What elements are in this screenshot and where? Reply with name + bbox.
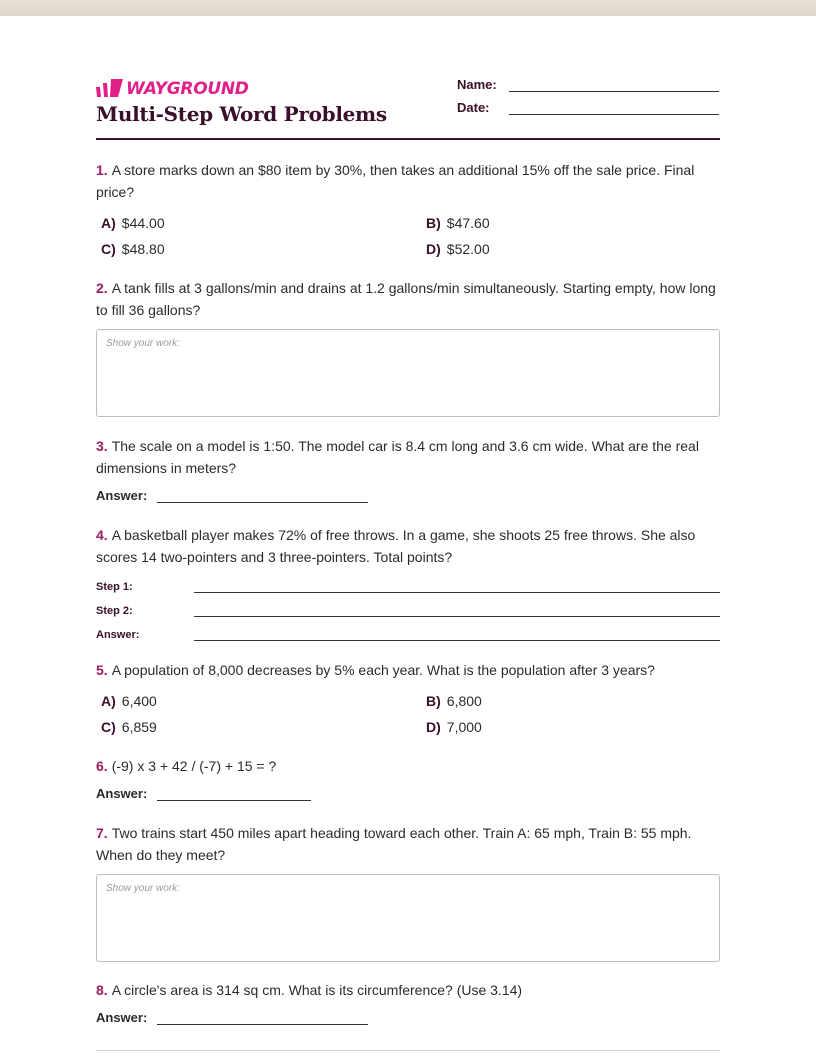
step-line[interactable] xyxy=(194,580,720,593)
brand-name: WAYGROUND xyxy=(126,79,249,99)
question-number: 2. xyxy=(96,280,108,296)
answer-field[interactable] xyxy=(96,488,368,503)
option-letter: D) xyxy=(426,719,441,735)
option-a[interactable] xyxy=(101,693,157,709)
option-value: 7,000 xyxy=(446,719,482,735)
option-letter: C) xyxy=(101,241,116,257)
work-box[interactable] xyxy=(96,874,720,962)
name-line[interactable] xyxy=(509,77,719,92)
question-6 xyxy=(96,755,720,777)
date-line[interactable] xyxy=(509,100,719,115)
step-2-field[interactable] xyxy=(96,604,720,617)
question-5 xyxy=(96,659,720,681)
question-7 xyxy=(96,822,720,866)
option-letter: B) xyxy=(426,693,441,709)
work-box[interactable] xyxy=(96,329,720,417)
option-value: 6,859 xyxy=(121,719,157,735)
footer-divider xyxy=(96,1050,720,1051)
question-number: 5. xyxy=(96,662,108,678)
question-text: A tank fills at 3 gallons/min and drains at 1.2 gallons/min simultaneously. Starting empty, how long to fill 36 gallons? xyxy=(96,280,716,318)
option-c[interactable] xyxy=(101,241,165,257)
brand-logo xyxy=(96,79,249,99)
question-3 xyxy=(96,435,720,479)
option-value: $47.60 xyxy=(446,215,490,231)
answer-line[interactable] xyxy=(157,1010,368,1025)
question-text: A store marks down an $80 item by 30%, then takes an additional 15% off the sale price. Final price? xyxy=(96,162,695,200)
work-label: Show your work: xyxy=(106,338,180,349)
option-a[interactable] xyxy=(101,215,165,231)
option-letter: C) xyxy=(101,719,116,735)
question-number: 3. xyxy=(96,438,108,454)
question-8 xyxy=(96,979,720,1001)
question-text: A basketball player makes 72% of free throws. In a game, she shoots 25 free throws. She also scores 14 two-pointers and 3 three-pointers. Total points? xyxy=(96,527,696,565)
answer-line[interactable] xyxy=(157,488,368,503)
option-value: $48.80 xyxy=(121,241,165,257)
top-bar xyxy=(0,0,816,16)
question-number: 8. xyxy=(96,982,108,998)
step-line[interactable] xyxy=(194,604,720,617)
question-text: A population of 8,000 decreases by 5% each year. What is the population after 3 years? xyxy=(111,662,655,678)
answer-field[interactable] xyxy=(96,1010,368,1025)
wayground-logo-icon xyxy=(96,79,124,99)
work-label: Show your work: xyxy=(106,883,180,894)
answer-label: Answer: xyxy=(96,488,148,503)
option-c[interactable] xyxy=(101,719,157,735)
answer-label: Answer: xyxy=(96,786,148,801)
header-divider xyxy=(96,138,720,140)
question-text: Two trains start 450 miles apart heading toward each other. Train A: 65 mph, Train B: 55 mph. When do they meet? xyxy=(96,825,692,863)
name-field[interactable] xyxy=(457,77,719,92)
step-1-field[interactable] xyxy=(96,580,720,593)
question-text: (-9) x 3 + 42 / (-7) + 15 = ? xyxy=(111,758,277,774)
option-d[interactable] xyxy=(426,241,490,257)
option-letter: A) xyxy=(101,215,116,231)
option-value: 6,400 xyxy=(121,693,157,709)
question-1 xyxy=(96,159,720,203)
step-label: Step 1: xyxy=(96,581,133,593)
question-text: The scale on a model is 1:50. The model car is 8.4 cm long and 3.6 cm wide. What are the real dimensions in meters? xyxy=(96,438,699,476)
option-b[interactable] xyxy=(426,215,490,231)
option-value: $52.00 xyxy=(446,241,490,257)
question-4 xyxy=(96,524,720,568)
option-letter: B) xyxy=(426,215,441,231)
question-2 xyxy=(96,277,720,321)
name-label: Name: xyxy=(457,77,497,92)
option-letter: A) xyxy=(101,693,116,709)
question-text: A circle's area is 314 sq cm. What is its circumference? (Use 3.14) xyxy=(111,982,523,998)
question-number: 4. xyxy=(96,527,108,543)
date-label: Date: xyxy=(457,100,490,115)
question-number: 7. xyxy=(96,825,108,841)
option-d[interactable] xyxy=(426,719,482,735)
option-value: 6,800 xyxy=(446,693,482,709)
option-b[interactable] xyxy=(426,693,482,709)
step-label: Step 2: xyxy=(96,605,133,617)
page-title: Multi-Step Word Problems xyxy=(96,102,387,126)
answer-label: Answer: xyxy=(96,1010,148,1025)
step-label: Answer: xyxy=(96,629,140,641)
option-letter: D) xyxy=(426,241,441,257)
step-answer-field[interactable] xyxy=(96,628,720,641)
step-line[interactable] xyxy=(194,628,720,641)
date-field[interactable] xyxy=(457,100,719,115)
option-value: $44.00 xyxy=(121,215,165,231)
answer-field[interactable] xyxy=(96,786,311,801)
question-number: 6. xyxy=(96,758,108,774)
answer-line[interactable] xyxy=(157,786,311,801)
question-number: 1. xyxy=(96,162,108,178)
